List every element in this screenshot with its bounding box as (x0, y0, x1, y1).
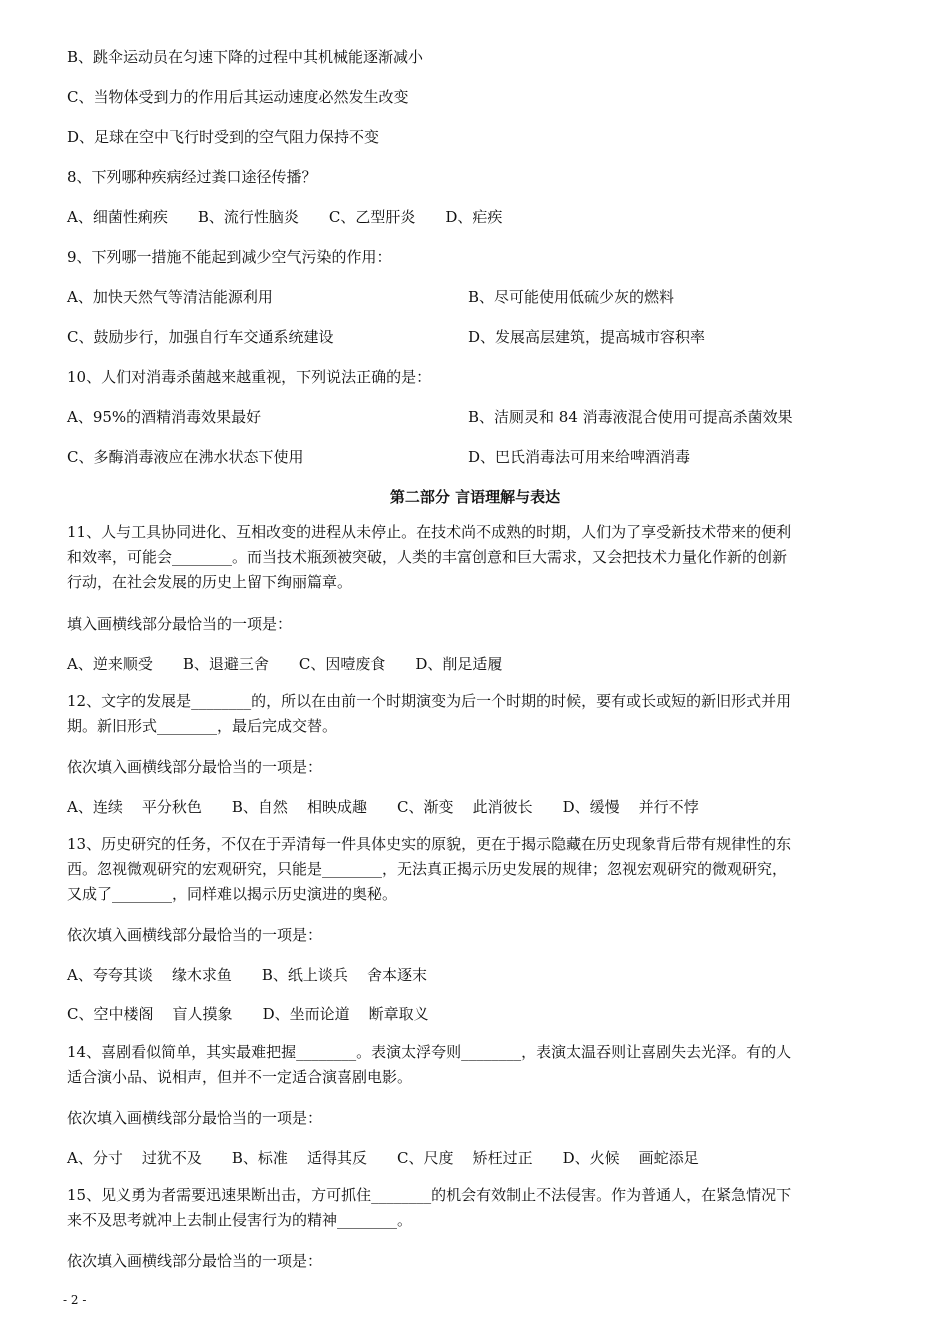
q15-prompt: 依次填入画横线部分最恰当的一项是： (67, 1252, 323, 1270)
q8-option-d: D、疟疾 (445, 208, 503, 226)
q7-option-b: B、跳伞运动员在匀速下降的过程中其机械能逐渐减小 (67, 48, 424, 66)
q9-option-b: B、尽可能使用低硫少灰的燃料 (468, 288, 675, 306)
q14-stem (67, 1040, 873, 1090)
q12-prompt: 依次填入画横线部分最恰当的一项是： (67, 758, 323, 776)
q13-line-1: 13、历史研究的任务，不仅在于弄清每一件具体史实的原貌，更在于揭示隐藏在历史现象背后带有规律性的东 (67, 835, 792, 853)
q11-option-d: D、削足适履 (415, 655, 503, 673)
q13-stem (67, 832, 873, 907)
q9-option-a: A、加快天然气等清洁能源利用 (67, 288, 273, 306)
q13-prompt: 依次填入画横线部分最恰当的一项是： (67, 926, 323, 944)
q11-options (67, 654, 532, 674)
page-number: - 2 - (63, 1293, 87, 1307)
q7-option-d: D、足球在空中飞行时受到的空气阻力保持不变 (67, 128, 380, 146)
q11-stem (67, 520, 873, 595)
q10-stem: 10、人们对消毒杀菌越来越重视，下列说法正确的是： (67, 368, 432, 386)
q14-line-1: 14、喜剧看似简单，其实最难把握________。表演太浮夸则________，表演太温吞则让喜剧失去光泽。有的人 (67, 1043, 792, 1061)
q11-line-3: 行动，在社会发展的历史上留下绚丽篇章。 (67, 573, 353, 591)
q13-option-d: D、坐而论道 断章取义 (262, 1005, 429, 1023)
q8-stem: 8、下列哪种疾病经过粪口途径传播？ (67, 168, 317, 186)
q7-option-c: C、当物体受到力的作用后其运动速度必然发生改变 (67, 88, 409, 106)
q14-prompt: 依次填入画横线部分最恰当的一项是： (67, 1109, 323, 1127)
q12-stem (67, 689, 873, 739)
q14-options (67, 1148, 729, 1168)
q12-line-2: 期。新旧形式________，最后完成交替。 (67, 717, 338, 735)
q14-option-b: B、标准 适得其反 (231, 1149, 368, 1167)
q13-line-3: 又成了________，同样难以揭示历史演进的奥秘。 (67, 885, 398, 903)
q11-option-a: A、逆来顺受 (67, 655, 153, 673)
q10-option-b: B、洁厕灵和 84 消毒液混合使用可提高杀菌效果 (468, 408, 793, 426)
q13-option-a: A、夸夸其谈 缘木求鱼 (67, 966, 232, 984)
q12-options (67, 797, 729, 817)
q11-line-2: 和效率，可能会________。而当技术瓶颈被突破，人类的丰富创意和巨大需求，又会把技术力量化作新的创新 (67, 548, 788, 566)
q11-prompt: 填入画横线部分最恰当的一项是： (67, 615, 293, 633)
q14-option-d: D、火候 画蛇添足 (562, 1149, 699, 1167)
section-heading: 第二部分 言语理解与表达 (389, 488, 561, 506)
q8-options (67, 207, 532, 227)
q12-line-1: 12、文字的发展是________的，所以在由前一个时期演变为后一个时期的时候，要有或长或短的新旧形式并用 (67, 692, 792, 710)
q14-option-c: C、尺度 矫枉过正 (397, 1149, 533, 1167)
q12-option-a: A、连续 平分秋色 (67, 798, 202, 816)
q9-option-c: C、鼓励步行，加强自行车交通系统建设 (67, 328, 334, 346)
q10-option-a: A、95%的酒精消毒效果最好 (67, 408, 262, 426)
q11-option-b: B、退避三舍 (182, 655, 269, 673)
q11-line-1: 11、人与工具协同进化、互相改变的进程从未停止。在技术尚不成熟的时期，人们为了享受新技术带来的便利 (67, 523, 792, 541)
q8-option-c: C、乙型肝炎 (328, 208, 416, 226)
q9-stem: 9、下列哪一措施不能起到减少空气污染的作用： (67, 248, 392, 266)
q10-option-d: D、巴氏消毒法可用来给啤酒消毒 (468, 448, 691, 466)
q12-option-c: C、渐变 此消彼长 (397, 798, 533, 816)
q15-line-2: 来不及思考就冲上去制止侵害行为的精神________。 (67, 1211, 413, 1229)
q13-option-b: B、纸上谈兵 舍本逐末 (261, 966, 428, 984)
q14-option-a: A、分寸 过犹不及 (67, 1149, 202, 1167)
q15-line-1: 15、见义勇为者需要迅速果断出击，方可抓住________的机会有效制止不法侵害。作为普通人，在紧急情况下 (67, 1186, 792, 1204)
q15-stem (67, 1183, 873, 1233)
q9-option-d: D、发展高层建筑，提高城市容积率 (468, 328, 706, 346)
q12-option-b: B、自然 相映成趣 (231, 798, 368, 816)
q12-option-d: D、缓慢 并行不悖 (562, 798, 699, 816)
q8-option-a: A、细菌性痢疾 (67, 208, 168, 226)
q14-line-2: 适合演小品、说相声，但并不一定适合演喜剧电影。 (67, 1068, 413, 1086)
q8-option-b: B、流行性脑炎 (197, 208, 299, 226)
q13-options-row-1 (67, 965, 457, 985)
q13-option-c: C、空中楼阁 盲人摸象 (67, 1005, 233, 1023)
q13-options-row-2 (67, 1004, 459, 1024)
q11-option-c: C、因噎废食 (298, 655, 386, 673)
q10-option-c: C、多酶消毒液应在沸水状态下使用 (67, 448, 304, 466)
q13-line-2: 西。忽视微观研究的宏观研究，只能是________，无法真正揭示历史发展的规律；忽视宏观研究的微观研究， (67, 860, 788, 878)
